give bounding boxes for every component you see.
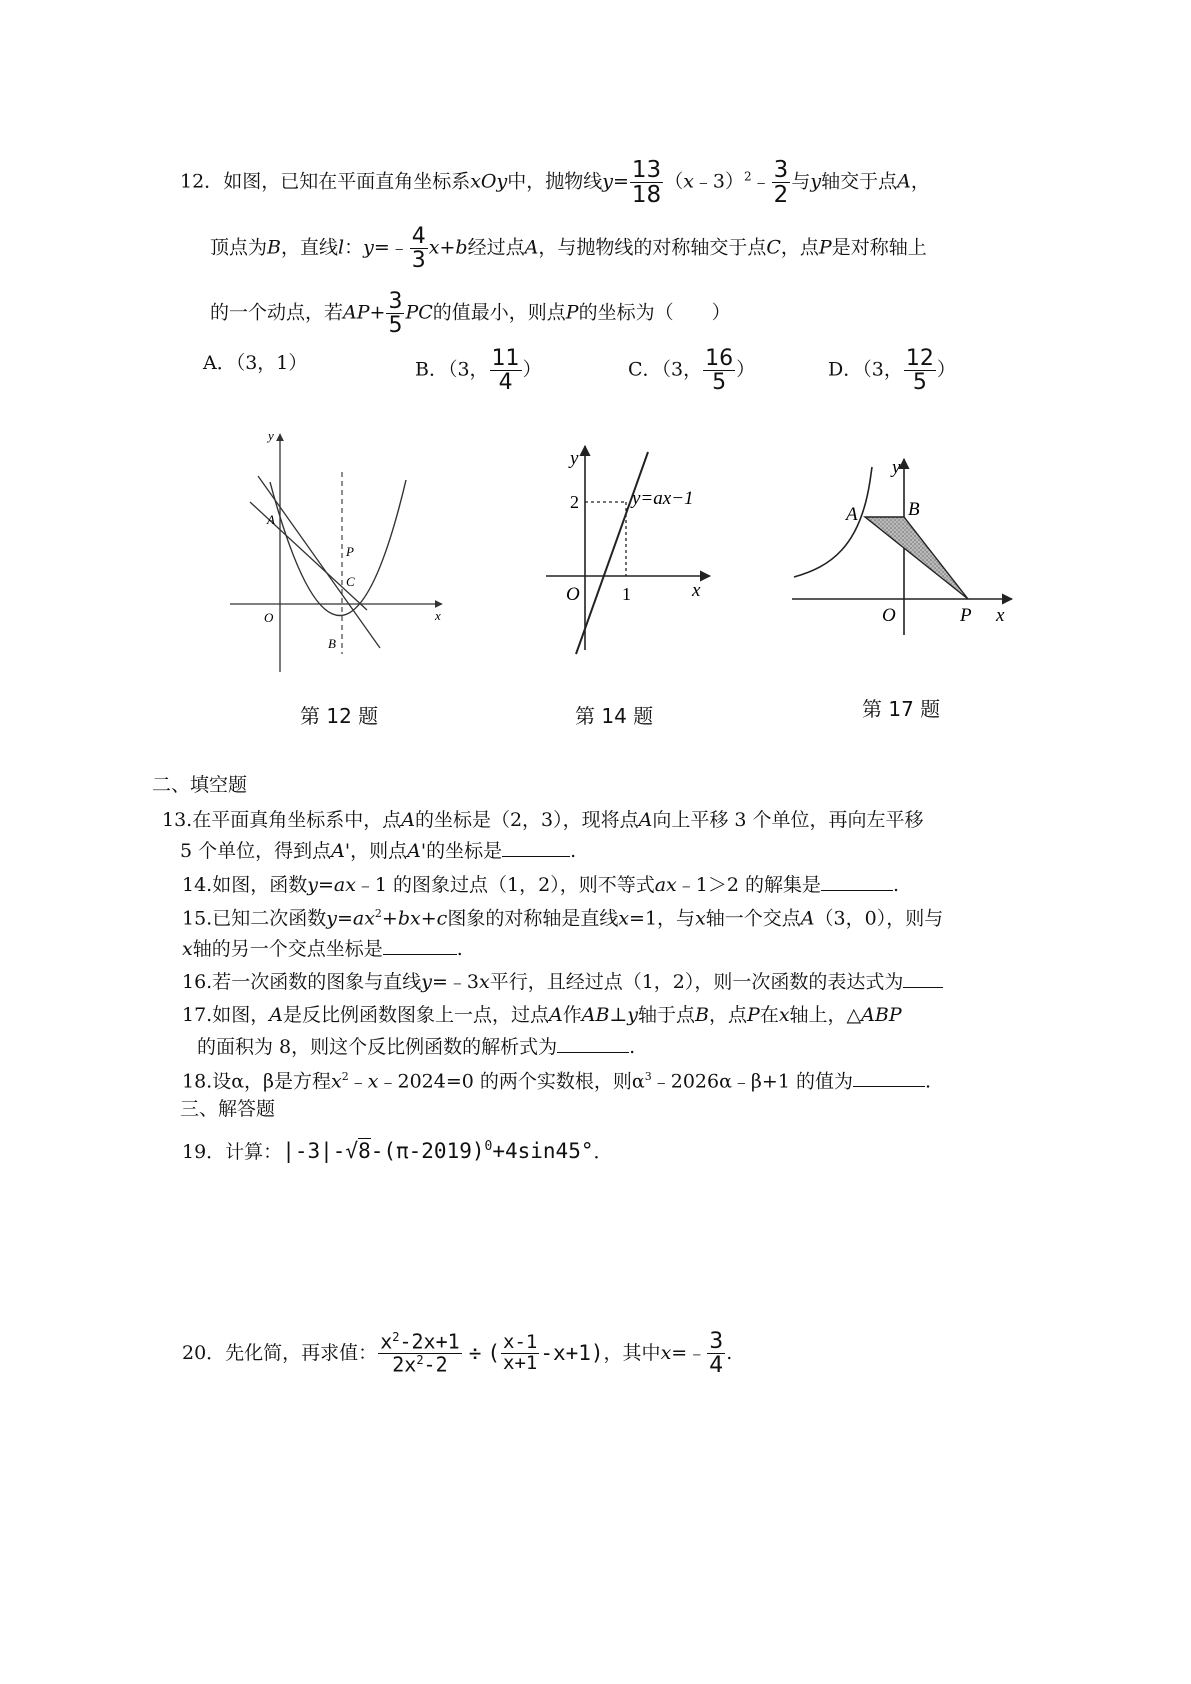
label-c: C [346, 574, 355, 589]
label-a: A [846, 504, 858, 525]
q12-line2: 顶点为B，直线l：y=﹣ $\frac{4}{3}$ x+b经过点A，与抛物线的对称轴交于点C，点P是对称轴上 [210, 224, 927, 274]
section-fill-in-title: 二、填空题 [152, 774, 248, 796]
line-y-ax-1 [576, 452, 648, 654]
label-y: y [268, 428, 274, 443]
answer-blank[interactable] [557, 1052, 629, 1053]
label-p: P [346, 544, 354, 559]
q13-line1: 13.在平面真角坐标系中，点A的坐标是（2，3），现将点A向上平移 3 个单位，再向左平移 [162, 809, 924, 831]
caption-fig14: 第 14 题 [575, 704, 654, 728]
parabola [270, 480, 406, 616]
option-a[interactable]: A．（3，1） [203, 352, 308, 374]
q20-fraction-1: $\frac{x^2-2x+1}{2x^2-2}$ [380, 1330, 460, 1377]
label-o: O [566, 584, 580, 605]
label-x: x [996, 605, 1005, 626]
q12-line3: 的一个动点，若AP+ $\frac{3}{5}$ PC的值最小，则点P的坐标为（ ） [210, 289, 731, 339]
q17-line1: 17.如图，A是反比例函数图象上一点，过点A作AB⊥y轴于点B，点P在x轴上，△ABP [182, 1004, 902, 1026]
label-y: y [570, 448, 579, 469]
section-solve-title: 三、解答题 [180, 1098, 276, 1120]
caption-fig12: 第 12 题 [300, 704, 379, 728]
triangle-abp [865, 517, 968, 599]
answer-blank[interactable] [821, 890, 893, 891]
fraction-13-18: $\frac{13}{18}$ [631, 157, 662, 209]
answer-blank[interactable] [903, 987, 943, 988]
answer-blank[interactable] [502, 856, 570, 857]
label-b: B [328, 636, 336, 651]
label-p: P [960, 605, 972, 626]
fraction-3-5: $\frac{3}{5}$ [388, 289, 403, 339]
label-1: 1 [622, 584, 631, 604]
line-l [258, 476, 380, 648]
q16-line: 16.若一次函数的图象与直线y=﹣3x平行，且经过点（1，2），则一次函数的表达式为 [182, 973, 943, 992]
label-equation: y=ax−1 [632, 488, 694, 509]
figure-12 [220, 420, 460, 680]
q13-line2: 5 个单位，得到点A'，则点A'的坐标是 . [180, 840, 577, 862]
figure-14 [540, 440, 720, 660]
hyperbola [794, 467, 872, 577]
q18-line: 18.设α，β是方程$x^2﹣x﹣2024=0$ 的两个实数根，则$\alpha^3﹣2026\alpha﹣\beta+1$ 的值为 . [182, 1070, 931, 1093]
question-number: 12． [180, 170, 224, 193]
option-c[interactable]: C．（3， $\frac{16}{5}$ ） [628, 346, 756, 396]
q19-line: 19．计算：$|-3|-√8-(\pi-2019)^0+4\sin 45^\circ$． [182, 1139, 613, 1163]
answer-blank[interactable] [853, 1086, 925, 1087]
label-o: O [264, 610, 274, 625]
label-y: y [892, 457, 901, 478]
q19-expression: $|-3|-√8-(\pi-2019)^0+4\sin 45^\circ$ [282, 1139, 594, 1163]
label-b: B [908, 499, 920, 520]
fraction-3-2: $\frac{3}{2}$ [773, 157, 789, 209]
q14-line: 14.如图，函数y=ax﹣1 的图象过点（1，2），则不等式ax﹣1＞2 的解集是 . [182, 874, 900, 896]
label-o: O [882, 605, 896, 626]
q15-line2: x轴的另一个交点坐标是 . [182, 938, 463, 960]
answer-blank[interactable] [383, 954, 457, 955]
option-b[interactable]: B．（3， $\frac{11}{4}$ ） [415, 346, 542, 396]
q15-line1: 15.已知二次函数$y=ax^2+bx+c$图象的对称轴是直线x=1，与x轴一个交点A（3，0），则与 [182, 907, 944, 930]
q20-fraction-2: $\frac{x-1}{x+1}$ [503, 1331, 538, 1375]
q20-fraction-3: $\frac{3}{4}$ [709, 1329, 724, 1379]
label-x: x [435, 608, 441, 623]
q17-line2: 的面积为 8，则这个反比例函数的解析式为 . [197, 1036, 636, 1058]
q20-line: 20．先化简，再求值： $\frac{x^2-2x+1}{2x^2-2}$ ÷ ( $\frac{x-1}{x+1}$ -x+1)，其中x=﹣ $\frac{3}{4}$ . [182, 1329, 733, 1379]
caption-fig17: 第 17 题 [862, 697, 941, 721]
option-d[interactable]: D．（3， $\frac{12}{5}$ ） [828, 346, 956, 396]
label-x: x [692, 580, 701, 601]
figure-17 [790, 455, 1020, 635]
fraction-4-3: $\frac{4}{3}$ [411, 224, 426, 274]
label-2: 2 [570, 492, 579, 512]
q12-line1: 12．如图，已知在平面直角坐标系xOy中，抛物线y= $\frac{13}{18}$ （x﹣3）$^2$﹣ $\frac{3}{2}$ 与y轴交于点A， [180, 157, 930, 209]
label-a: A [267, 512, 275, 527]
